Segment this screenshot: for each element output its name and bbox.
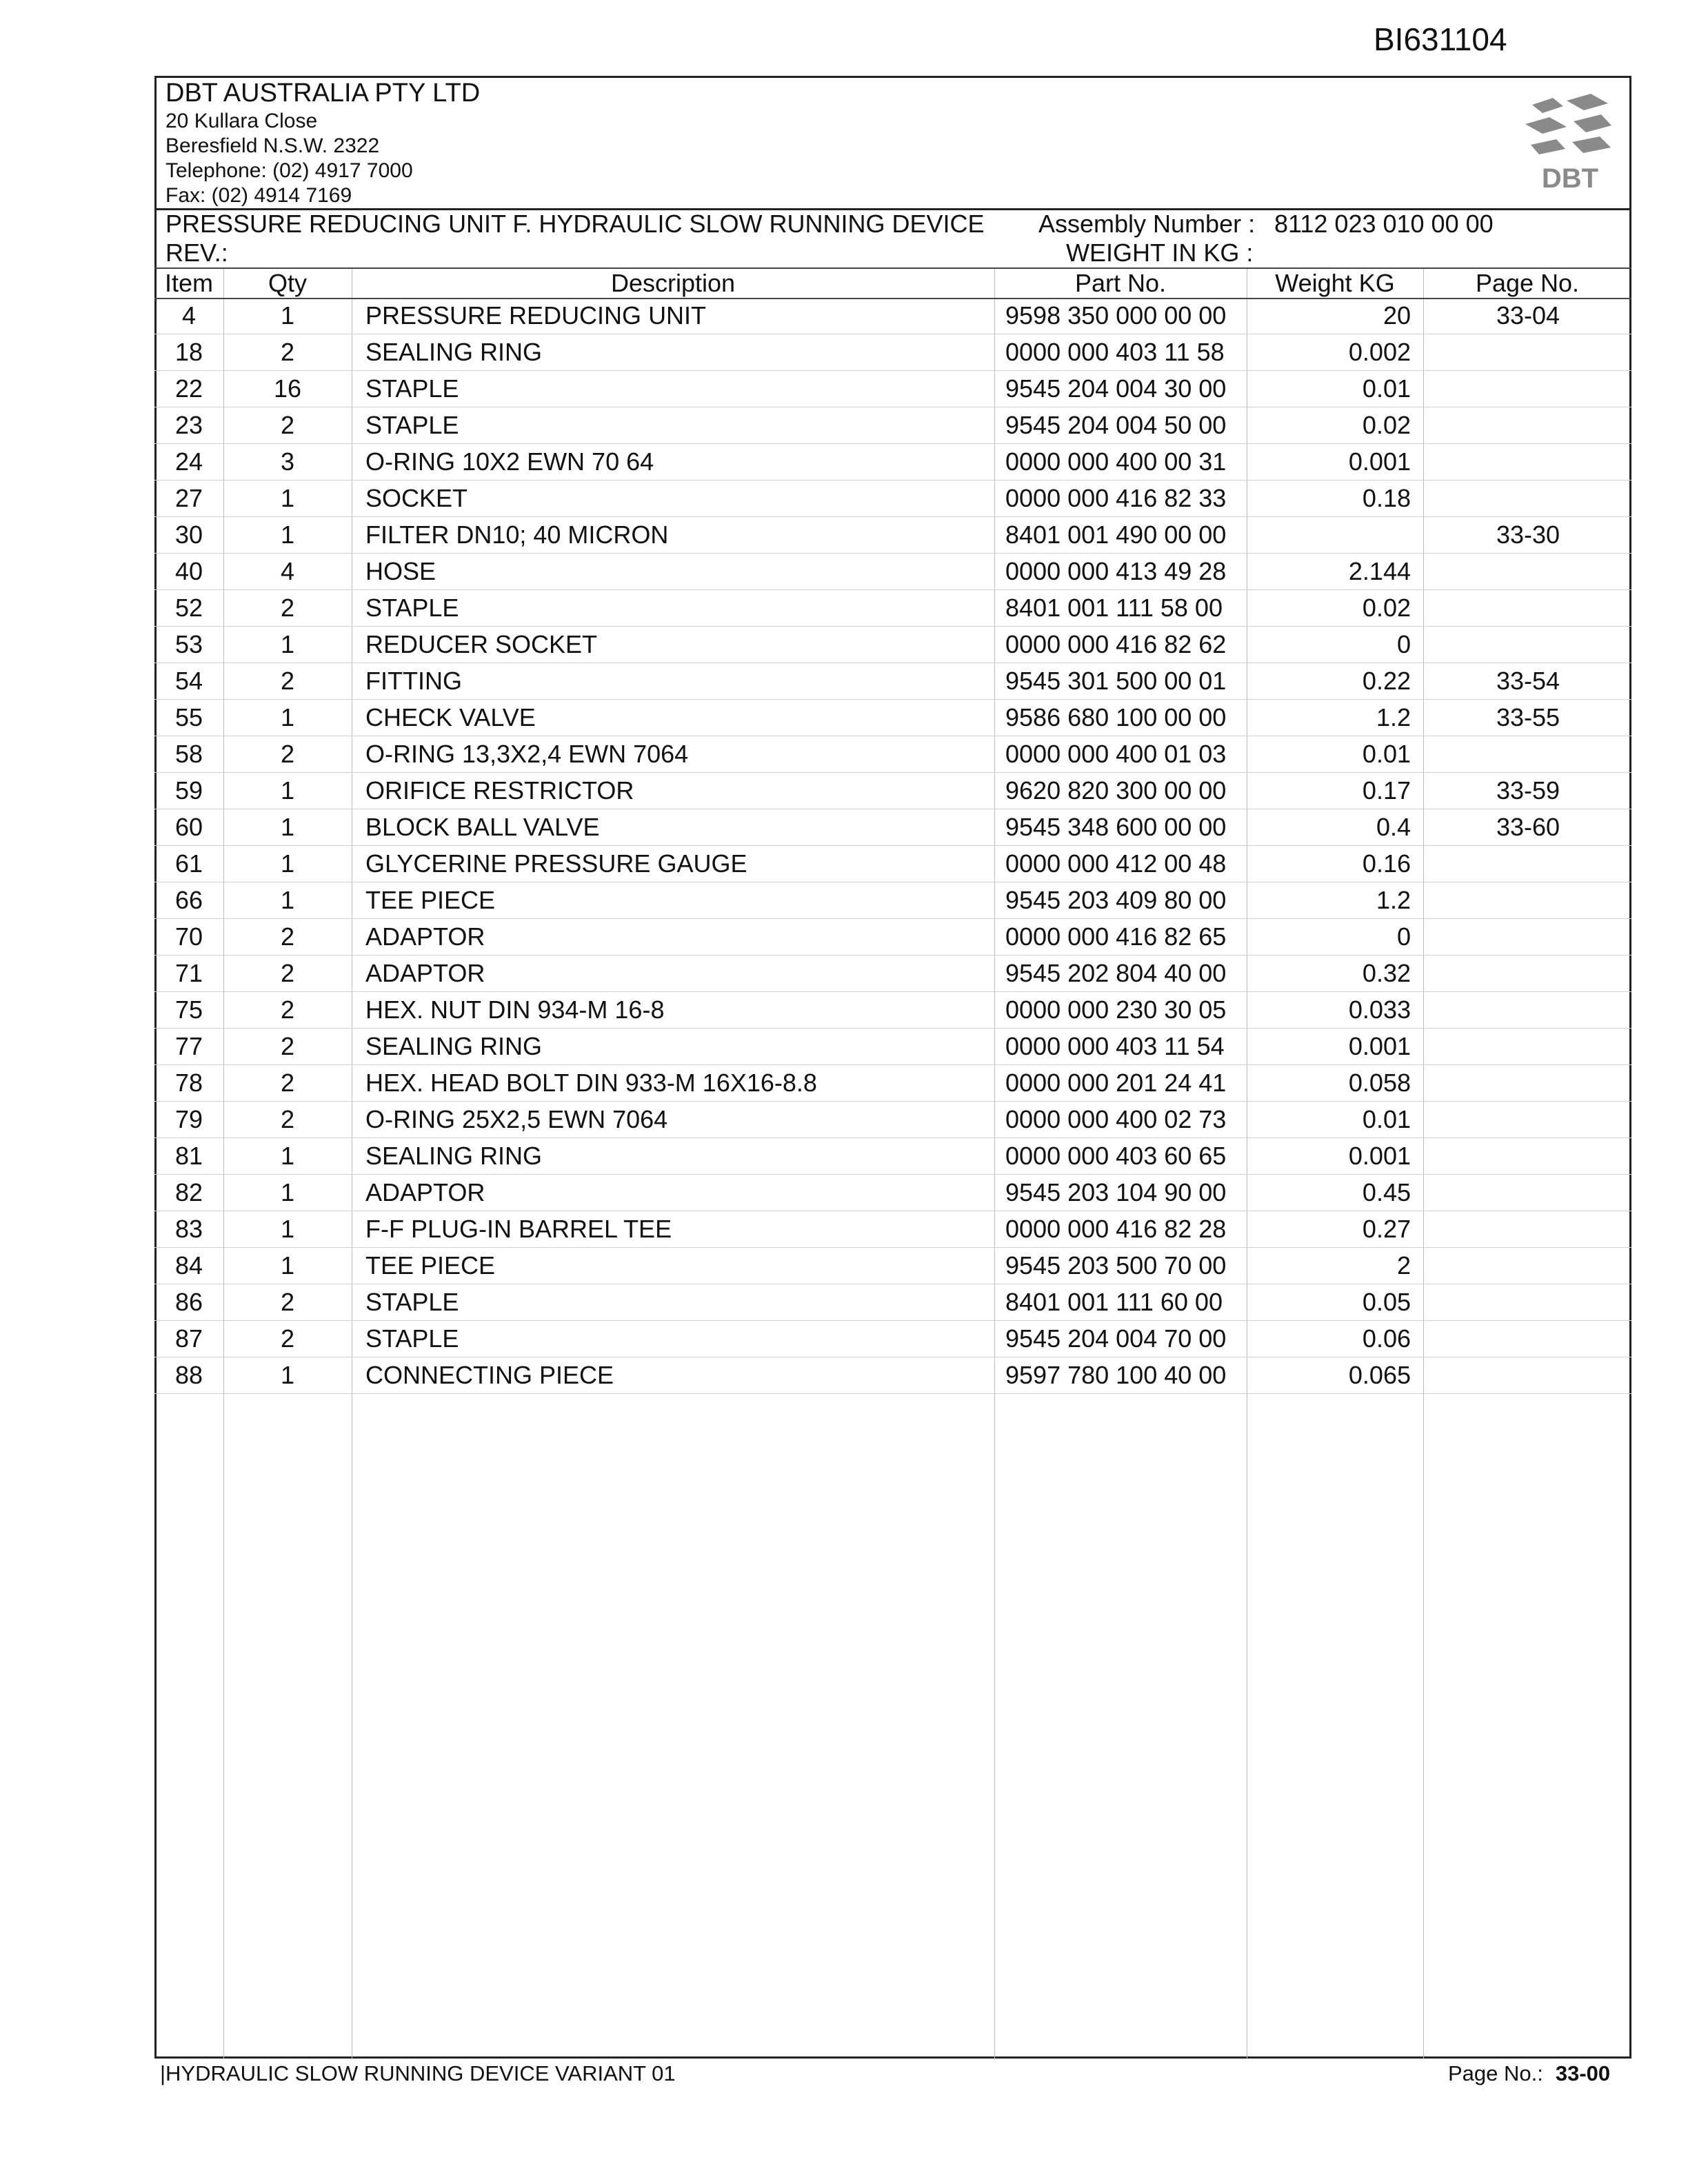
cell-description: SEALING RING — [365, 1142, 543, 1170]
cell-item: 40 — [174, 557, 203, 585]
table-row — [154, 1138, 1631, 1175]
cell-item: 55 — [174, 703, 203, 731]
cell-part-no: 9545 348 600 00 00 — [1005, 813, 1227, 841]
cell-page-no: 33-55 — [1496, 703, 1560, 731]
cell-qty: 1 — [280, 849, 295, 878]
cell-item: 60 — [174, 813, 203, 841]
cell-qty: 1 — [280, 1251, 295, 1280]
cell-qty: 16 — [273, 374, 302, 403]
cell-weight: 1.2 — [1376, 886, 1411, 914]
cell-description: ORIFICE RESTRICTOR — [365, 776, 634, 805]
cell-page-no: 33-59 — [1496, 776, 1560, 805]
table-row — [154, 700, 1631, 736]
cell-qty: 2 — [280, 1288, 295, 1316]
cell-description: STAPLE — [365, 1324, 459, 1353]
logo-stripe-1 — [1532, 98, 1563, 113]
cell-part-no: 0000 000 416 82 62 — [1005, 630, 1227, 658]
cell-item: 23 — [174, 411, 203, 439]
cell-weight: 2 — [1396, 1251, 1411, 1280]
cell-weight: 0.27 — [1362, 1215, 1411, 1243]
cell-item: 78 — [174, 1069, 203, 1097]
table-row — [154, 1029, 1631, 1065]
table-header — [154, 269, 1631, 298]
cell-part-no: 0000 000 416 82 33 — [1005, 484, 1227, 512]
cell-weight: 0.02 — [1362, 411, 1411, 439]
cell-qty: 1 — [280, 1215, 295, 1243]
cell-item: 53 — [174, 630, 203, 658]
cell-part-no: 0000 000 400 01 03 — [1005, 740, 1227, 768]
cell-description: SEALING RING — [365, 1032, 543, 1060]
cell-item: 61 — [174, 849, 203, 878]
cell-weight: 0.17 — [1362, 776, 1411, 805]
cell-description: HEX. HEAD BOLT DIN 933-M 16X16-8.8 — [365, 1069, 817, 1097]
table-row — [154, 882, 1631, 919]
cell-description: TEE PIECE — [365, 886, 496, 914]
table-row — [154, 773, 1631, 809]
cell-description: HEX. NUT DIN 934-M 16-8 — [365, 995, 665, 1024]
cell-page-no: 33-60 — [1496, 813, 1560, 841]
cell-qty: 1 — [280, 703, 295, 731]
cell-qty: 2 — [280, 922, 295, 951]
cell-part-no: 0000 000 201 24 41 — [1005, 1069, 1227, 1097]
cell-description: ADAPTOR — [365, 1178, 485, 1206]
cell-part-no: 0000 000 416 82 28 — [1005, 1215, 1227, 1243]
cell-weight: 0.02 — [1362, 594, 1411, 622]
cell-part-no: 0000 000 403 60 65 — [1005, 1142, 1227, 1170]
table-row — [154, 809, 1631, 846]
table-row — [154, 627, 1631, 663]
cell-item: 18 — [174, 338, 203, 366]
table-row — [154, 956, 1631, 992]
table-row — [154, 1211, 1631, 1248]
cell-item: 70 — [174, 922, 203, 951]
cell-description: CHECK VALVE — [365, 703, 536, 731]
cell-qty: 2 — [280, 667, 295, 695]
cell-part-no: 9545 301 500 00 01 — [1005, 667, 1227, 695]
cell-item: 88 — [174, 1361, 203, 1389]
cell-qty: 1 — [280, 1142, 295, 1170]
cell-description: ADAPTOR — [365, 959, 485, 987]
cell-qty: 2 — [280, 1324, 295, 1353]
cell-weight: 0.01 — [1362, 740, 1411, 768]
cell-part-no: 0000 000 400 00 31 — [1005, 447, 1227, 476]
table-row — [154, 444, 1631, 481]
cell-weight: 0.058 — [1348, 1069, 1411, 1097]
cell-part-no: 8401 001 111 60 00 — [1005, 1288, 1223, 1316]
cell-item: 54 — [174, 667, 203, 695]
cell-part-no: 0000 000 416 82 65 — [1005, 922, 1227, 951]
cell-item: 24 — [174, 447, 203, 476]
assembly-number-label: Assembly Number : — [1038, 210, 1256, 238]
footer-page-number: 33-00 — [1555, 2061, 1611, 2085]
cell-part-no: 9620 820 300 00 00 — [1005, 776, 1227, 805]
cell-item: 82 — [174, 1178, 203, 1206]
cell-description: REDUCER SOCKET — [365, 630, 598, 658]
cell-description: SEALING RING — [365, 338, 543, 366]
table-row — [154, 298, 1631, 334]
company-fax: Fax: (02) 4914 7169 — [165, 184, 352, 207]
table-row — [154, 1175, 1631, 1211]
table-row — [154, 992, 1631, 1029]
company-block — [165, 77, 480, 208]
cell-weight: 0.16 — [1362, 849, 1411, 878]
revision-label: REV.: — [165, 239, 228, 267]
cell-page-no: 33-54 — [1496, 667, 1560, 695]
logo-stripe-6 — [1572, 136, 1611, 153]
table-row — [154, 663, 1631, 700]
logo-stripe-5 — [1531, 139, 1565, 154]
header-qty: Qty — [268, 269, 307, 297]
cell-part-no: 0000 000 412 00 48 — [1005, 849, 1227, 878]
cell-description: CONNECTING PIECE — [365, 1361, 614, 1389]
table-row — [154, 1284, 1631, 1321]
assembly-title: PRESSURE REDUCING UNIT F. HYDRAULIC SLOW RUNNING DEVICE — [165, 210, 985, 238]
cell-weight: 0.033 — [1348, 995, 1411, 1024]
cell-qty: 1 — [280, 301, 295, 330]
cell-weight: 0.001 — [1348, 1032, 1411, 1060]
document-id: BI631104 — [1374, 21, 1507, 57]
table-row — [154, 1065, 1631, 1102]
header-weight: Weight KG — [1275, 269, 1395, 297]
table-row — [154, 371, 1631, 407]
cell-description: HOSE — [365, 557, 436, 585]
cell-qty: 2 — [280, 1069, 295, 1097]
table-row — [154, 1321, 1631, 1357]
cell-weight: 0.001 — [1348, 1142, 1411, 1170]
cell-weight: 0 — [1396, 922, 1411, 951]
cell-description: TEE PIECE — [365, 1251, 496, 1280]
cell-part-no: 9545 202 804 40 00 — [1005, 959, 1227, 987]
cell-qty: 2 — [280, 1032, 295, 1060]
cell-qty: 3 — [280, 447, 295, 476]
cell-qty: 2 — [280, 1105, 295, 1133]
logo-text: DBT — [1541, 163, 1599, 194]
cell-qty: 2 — [280, 740, 295, 768]
company-address-line-1: 20 Kullara Close — [165, 110, 318, 132]
cell-part-no: 8401 001 111 58 00 — [1005, 594, 1223, 622]
cell-weight: 0.01 — [1362, 1105, 1411, 1133]
cell-part-no: 9545 203 500 70 00 — [1005, 1251, 1227, 1280]
table-row — [154, 517, 1631, 554]
cell-description: GLYCERINE PRESSURE GAUGE — [365, 849, 747, 878]
cell-qty: 1 — [280, 484, 295, 512]
cell-weight: 0.45 — [1362, 1178, 1411, 1206]
assembly-number: 8112 023 010 00 00 — [1274, 210, 1494, 238]
table-row — [154, 1357, 1631, 1394]
table-row — [154, 736, 1631, 773]
logo-stripe-4 — [1574, 114, 1611, 132]
cell-qty: 2 — [280, 995, 295, 1024]
cell-item: 59 — [174, 776, 203, 805]
logo-stripe-3 — [1525, 117, 1567, 134]
cell-description: FITTING — [365, 667, 462, 695]
cell-item: 79 — [174, 1105, 203, 1133]
cell-description: STAPLE — [365, 411, 459, 439]
cell-part-no: 9545 203 104 90 00 — [1005, 1178, 1227, 1206]
cell-item: 75 — [174, 995, 203, 1024]
cell-weight: 0.06 — [1362, 1324, 1411, 1353]
cell-qty: 1 — [280, 813, 295, 841]
cell-part-no: 8401 001 490 00 00 — [1005, 520, 1227, 549]
company-address-line-2: Beresfield N.S.W. 2322 — [165, 134, 380, 157]
cell-item: 66 — [174, 886, 203, 914]
cell-description: O-RING 10X2 EWN 70 64 — [365, 447, 654, 476]
cell-description: STAPLE — [365, 374, 459, 403]
cell-part-no: 9586 680 100 00 00 — [1005, 703, 1227, 731]
cell-qty: 1 — [280, 886, 295, 914]
cell-weight: 1.2 — [1376, 703, 1411, 731]
cell-qty: 1 — [280, 776, 295, 805]
cell-item: 58 — [174, 740, 203, 768]
logo-stripe-2 — [1567, 94, 1608, 110]
cell-qty: 2 — [280, 959, 295, 987]
cell-page-no: 33-30 — [1496, 520, 1560, 549]
cell-weight: 20 — [1383, 301, 1411, 330]
cell-item: 22 — [174, 374, 203, 403]
table-row — [154, 407, 1631, 444]
cell-qty: 1 — [280, 520, 295, 549]
cell-part-no: 9597 780 100 40 00 — [1005, 1361, 1227, 1389]
table-row — [154, 590, 1631, 627]
cell-weight: 0.01 — [1362, 374, 1411, 403]
cell-description: STAPLE — [365, 594, 459, 622]
cell-item: 4 — [181, 301, 197, 330]
cell-description: PRESSURE REDUCING UNIT — [365, 301, 707, 330]
cell-qty: 1 — [280, 1361, 295, 1389]
table-row — [154, 481, 1631, 517]
cell-weight: 0.32 — [1362, 959, 1411, 987]
company-name: DBT AUSTRALIA PTY LTD — [165, 79, 481, 108]
parts-table-body — [154, 298, 1631, 1394]
cell-item: 84 — [174, 1251, 203, 1280]
header-item: Item — [164, 269, 213, 297]
footer-page-label: Page No.: — [1448, 2061, 1543, 2085]
cell-weight: 2.144 — [1348, 557, 1411, 585]
footer-title: |HYDRAULIC SLOW RUNNING DEVICE VARIANT 01 — [160, 2061, 676, 2085]
cell-item: 52 — [174, 594, 203, 622]
cell-qty: 1 — [280, 630, 295, 658]
cell-description: FILTER DN10; 40 MICRON — [365, 520, 669, 549]
cell-item: 86 — [174, 1288, 203, 1316]
cell-weight: 0.065 — [1348, 1361, 1411, 1389]
cell-part-no: 0000 000 403 11 54 — [1005, 1032, 1225, 1060]
table-row — [154, 554, 1631, 590]
cell-part-no: 9545 204 004 30 00 — [1005, 374, 1227, 403]
company-telephone: Telephone: (02) 4917 7000 — [165, 159, 413, 182]
cell-qty: 2 — [280, 411, 295, 439]
cell-part-no: 9545 204 004 70 00 — [1005, 1324, 1227, 1353]
cell-part-no: 0000 000 400 02 73 — [1005, 1105, 1227, 1133]
cell-part-no: 9545 204 004 50 00 — [1005, 411, 1227, 439]
cell-weight: 0.002 — [1348, 338, 1411, 366]
weight-in-kg-label: WEIGHT IN KG : — [1066, 239, 1254, 267]
cell-part-no: 0000 000 403 11 58 — [1005, 338, 1225, 366]
cell-description: BLOCK BALL VALVE — [365, 813, 600, 841]
header-part-no: Part No. — [1074, 269, 1167, 297]
cell-description: ADAPTOR — [365, 922, 485, 951]
cell-qty: 2 — [280, 338, 295, 366]
footer-page — [1448, 2060, 1610, 2087]
cell-qty: 4 — [280, 557, 295, 585]
cell-item: 71 — [174, 959, 203, 987]
cell-weight: 0.001 — [1348, 447, 1411, 476]
cell-weight: 0.4 — [1376, 813, 1411, 841]
cell-weight: 0 — [1396, 630, 1411, 658]
cell-item: 30 — [174, 520, 203, 549]
cell-description: F-F PLUG-IN BARREL TEE — [365, 1215, 672, 1243]
cell-qty: 1 — [280, 1178, 295, 1206]
cell-item: 77 — [174, 1032, 203, 1060]
cell-part-no: 9545 203 409 80 00 — [1005, 886, 1227, 914]
cell-item: 27 — [174, 484, 203, 512]
table-row — [154, 846, 1631, 882]
cell-weight: 0.05 — [1362, 1288, 1411, 1316]
cell-description: O-RING 13,3X2,4 EWN 7064 — [365, 740, 689, 768]
header-description: Description — [610, 269, 736, 297]
cell-part-no: 9598 350 000 00 00 — [1005, 301, 1227, 330]
table-row — [154, 919, 1631, 956]
cell-item: 83 — [174, 1215, 203, 1243]
cell-description: STAPLE — [365, 1288, 459, 1316]
table-row — [154, 1248, 1631, 1284]
table-row — [154, 1102, 1631, 1138]
cell-qty: 2 — [280, 594, 295, 622]
cell-weight: 0.18 — [1362, 484, 1411, 512]
cell-description: O-RING 25X2,5 EWN 7064 — [365, 1105, 668, 1133]
cell-page-no: 33-04 — [1496, 301, 1560, 330]
cell-item: 87 — [174, 1324, 203, 1353]
cell-part-no: 0000 000 230 30 05 — [1005, 995, 1227, 1024]
cell-item: 81 — [174, 1142, 203, 1170]
header-page-no: Page No. — [1475, 269, 1580, 297]
cell-weight: 0.22 — [1362, 667, 1411, 695]
cell-part-no: 0000 000 413 49 28 — [1005, 557, 1227, 585]
table-row — [154, 334, 1631, 371]
dbt-logo — [1525, 91, 1615, 194]
cell-description: SOCKET — [365, 484, 468, 512]
